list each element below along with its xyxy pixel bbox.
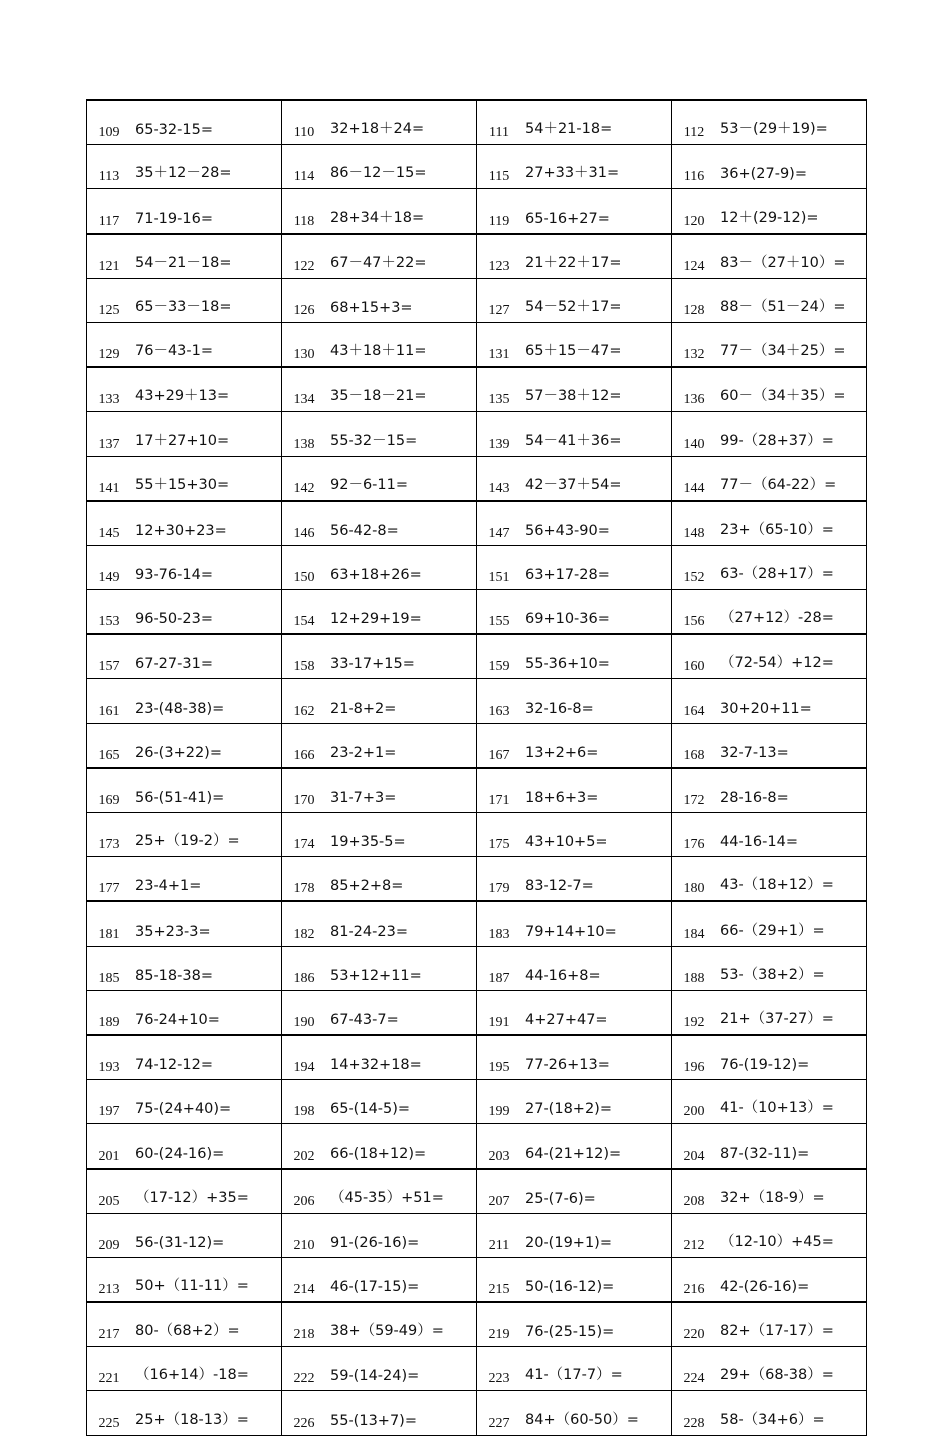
problem-expression: （16+14）-18= <box>131 1347 282 1391</box>
problem-number: 173 <box>87 813 132 857</box>
problem-expression: 68+15+3= <box>326 278 477 322</box>
problem-number: 143 <box>477 456 522 501</box>
problem-number: 175 <box>477 813 522 857</box>
problem-number: 158 <box>282 634 327 679</box>
problem-number: 197 <box>87 1080 132 1124</box>
problem-number: 113 <box>87 145 132 189</box>
problem-row <box>87 501 867 546</box>
problem-number: 119 <box>477 189 522 234</box>
problem-expression: 76-(19-12)= <box>716 1035 867 1080</box>
problem-expression: 55-32－15= <box>326 412 477 456</box>
problem-number: 214 <box>282 1257 327 1302</box>
problem-row <box>87 412 867 456</box>
problem-number: 124 <box>672 234 717 279</box>
problem-number: 184 <box>672 901 717 946</box>
problem-expression: 74-12-12= <box>131 1035 282 1080</box>
problem-expression: 56-(51-41)= <box>131 768 282 813</box>
problem-number: 165 <box>87 723 132 768</box>
problem-expression: 53-（38+2）= <box>716 946 867 990</box>
problem-expression: 12＋(29-12)= <box>716 189 867 234</box>
problem-number: 155 <box>477 590 522 635</box>
problem-number: 112 <box>672 100 717 145</box>
problem-expression: 77-26+13= <box>521 1035 672 1080</box>
problem-expression: （27+12）-28= <box>716 590 867 635</box>
problem-number: 114 <box>282 145 327 189</box>
problem-number: 209 <box>87 1213 132 1257</box>
problem-row <box>87 189 867 234</box>
problem-expression: 85-18-38= <box>131 946 282 990</box>
problem-number: 223 <box>477 1347 522 1391</box>
problem-row <box>87 1169 867 1214</box>
problem-number: 131 <box>477 322 522 367</box>
problem-expression: 69+10-36= <box>521 590 672 635</box>
problem-expression: 23-(48-38)= <box>131 679 282 723</box>
problem-expression: 23-2+1= <box>326 723 477 768</box>
problem-expression: 83－（27＋10）= <box>716 234 867 279</box>
problem-number: 191 <box>477 990 522 1035</box>
problem-expression: 50-(16-12)= <box>521 1257 672 1302</box>
problem-expression: 27+33＋31= <box>521 145 672 189</box>
problem-number: 154 <box>282 590 327 635</box>
problem-expression: 41-（10+13）= <box>716 1080 867 1124</box>
problem-row <box>87 813 867 857</box>
problem-row <box>87 1213 867 1257</box>
problem-number: 192 <box>672 990 717 1035</box>
problem-expression: 57－38＋12= <box>521 367 672 412</box>
problem-number: 189 <box>87 990 132 1035</box>
problem-expression: 19+35-5= <box>326 813 477 857</box>
problem-expression: 76-24+10= <box>131 990 282 1035</box>
problem-number: 220 <box>672 1302 717 1347</box>
problem-expression: 36+(27-9)= <box>716 145 867 189</box>
problem-expression: 50+（11-11）= <box>131 1257 282 1302</box>
problem-expression: 43+10+5= <box>521 813 672 857</box>
problem-number: 160 <box>672 634 717 679</box>
problem-expression: 53－(29＋19)= <box>716 100 867 145</box>
problem-number: 110 <box>282 100 327 145</box>
problem-number: 163 <box>477 679 522 723</box>
problem-expression: 54－52＋17= <box>521 278 672 322</box>
problem-number: 130 <box>282 322 327 367</box>
problem-expression: 64-(21+12)= <box>521 1124 672 1169</box>
problem-row <box>87 1302 867 1347</box>
problem-number: 167 <box>477 723 522 768</box>
problem-expression: 65＋15－47= <box>521 322 672 367</box>
problem-number: 150 <box>282 545 327 589</box>
problem-row <box>87 590 867 635</box>
problem-expression: 42-(26-16)= <box>716 1257 867 1302</box>
problem-expression: 43-（18+12）= <box>716 857 867 902</box>
problem-expression: 60-(24-16)= <box>131 1124 282 1169</box>
problem-row <box>87 278 867 322</box>
problem-number: 118 <box>282 189 327 234</box>
problem-number: 228 <box>672 1391 717 1435</box>
problem-expression: 80-（68+2）= <box>131 1302 282 1347</box>
problem-number: 185 <box>87 946 132 990</box>
problem-number: 218 <box>282 1302 327 1347</box>
problem-number: 134 <box>282 367 327 412</box>
problem-number: 126 <box>282 278 327 322</box>
problem-expression: 46-(17-15)= <box>326 1257 477 1302</box>
problem-expression: 85+2+8= <box>326 857 477 902</box>
problem-expression: 54－41＋36= <box>521 412 672 456</box>
problem-expression: 21-8+2= <box>326 679 477 723</box>
problem-expression: 63-（28+17）= <box>716 545 867 589</box>
problem-expression: 65－33－18= <box>131 278 282 322</box>
problem-number: 194 <box>282 1035 327 1080</box>
problem-number: 221 <box>87 1347 132 1391</box>
problem-expression: 35－18－21= <box>326 367 477 412</box>
problem-expression: 28+34＋18= <box>326 189 477 234</box>
problem-number: 128 <box>672 278 717 322</box>
problem-number: 205 <box>87 1169 132 1214</box>
problem-number: 137 <box>87 412 132 456</box>
problem-row <box>87 946 867 990</box>
problem-number: 193 <box>87 1035 132 1080</box>
problem-expression: 27-(18+2)= <box>521 1080 672 1124</box>
problem-number: 147 <box>477 501 522 546</box>
problem-number: 141 <box>87 456 132 501</box>
problem-number: 164 <box>672 679 717 723</box>
problem-number: 222 <box>282 1347 327 1391</box>
problem-expression: 4+27+47= <box>521 990 672 1035</box>
problem-expression: 32+18＋24= <box>326 100 477 145</box>
problem-number: 174 <box>282 813 327 857</box>
problem-number: 215 <box>477 1257 522 1302</box>
problem-number: 202 <box>282 1124 327 1169</box>
problem-expression: 17＋27+10= <box>131 412 282 456</box>
problem-row <box>87 901 867 946</box>
problem-expression: 29+（68-38）= <box>716 1347 867 1391</box>
problem-number: 166 <box>282 723 327 768</box>
problem-number: 208 <box>672 1169 717 1214</box>
problem-number: 196 <box>672 1035 717 1080</box>
problem-number: 226 <box>282 1391 327 1435</box>
problem-expression: 65-(14-5)= <box>326 1080 477 1124</box>
problem-row <box>87 634 867 679</box>
problem-expression: 54＋21-18= <box>521 100 672 145</box>
problem-number: 121 <box>87 234 132 279</box>
problem-expression: 25+（18-13）= <box>131 1391 282 1435</box>
problem-expression: 23+（65-10）= <box>716 501 867 546</box>
problem-expression: 43＋18＋11= <box>326 322 477 367</box>
problem-number: 211 <box>477 1213 522 1257</box>
problem-number: 169 <box>87 768 132 813</box>
problem-number: 216 <box>672 1257 717 1302</box>
problem-number: 204 <box>672 1124 717 1169</box>
problem-row <box>87 1347 867 1391</box>
problem-number: 168 <box>672 723 717 768</box>
problem-expression: 65-32-15= <box>131 100 282 145</box>
problem-expression: 26-(3+22)= <box>131 723 282 768</box>
problem-expression: 67-27-31= <box>131 634 282 679</box>
problem-number: 159 <box>477 634 522 679</box>
problem-expression: 99-（28+37）= <box>716 412 867 456</box>
problem-row <box>87 723 867 768</box>
problem-expression: 96-50-23= <box>131 590 282 635</box>
problem-number: 227 <box>477 1391 522 1435</box>
problem-row <box>87 367 867 412</box>
problem-expression: 18+6+3= <box>521 768 672 813</box>
problem-expression: 55-(13+7)= <box>326 1391 477 1435</box>
problem-number: 157 <box>87 634 132 679</box>
problem-expression: 60－（34＋35）= <box>716 367 867 412</box>
problem-expression: 76－43-1= <box>131 322 282 367</box>
problem-number: 133 <box>87 367 132 412</box>
problem-row <box>87 990 867 1035</box>
problem-number: 183 <box>477 901 522 946</box>
problem-expression: 23-4+1= <box>131 857 282 902</box>
problem-number: 179 <box>477 857 522 902</box>
problem-number: 198 <box>282 1080 327 1124</box>
problem-expression: 56-42-8= <box>326 501 477 546</box>
problem-row <box>87 234 867 279</box>
problem-number: 151 <box>477 545 522 589</box>
problem-expression: 86－12－15= <box>326 145 477 189</box>
problem-expression: 66-（29+1）= <box>716 901 867 946</box>
problem-expression: 14+32+18= <box>326 1035 477 1080</box>
problem-number: 188 <box>672 946 717 990</box>
problem-number: 210 <box>282 1213 327 1257</box>
worksheet-body <box>87 100 867 1435</box>
problem-number: 120 <box>672 189 717 234</box>
problem-expression: 79+14+10= <box>521 901 672 946</box>
problem-number: 148 <box>672 501 717 546</box>
problem-expression: 82+（17-17）= <box>716 1302 867 1347</box>
problem-expression: 56+43-90= <box>521 501 672 546</box>
problem-expression: 55-36+10= <box>521 634 672 679</box>
problem-row <box>87 100 867 145</box>
problem-number: 129 <box>87 322 132 367</box>
problem-expression: 41-（17-7）= <box>521 1347 672 1391</box>
problem-expression: 13+2+6= <box>521 723 672 768</box>
problem-number: 181 <box>87 901 132 946</box>
problem-row <box>87 145 867 189</box>
problem-number: 217 <box>87 1302 132 1347</box>
problem-expression: 20-(19+1)= <box>521 1213 672 1257</box>
problem-number: 171 <box>477 768 522 813</box>
problem-expression: 92－6-11= <box>326 456 477 501</box>
problem-expression: 63+17-28= <box>521 545 672 589</box>
problem-expression: 56-(31-12)= <box>131 1213 282 1257</box>
problem-expression: 33-17+15= <box>326 634 477 679</box>
problem-number: 132 <box>672 322 717 367</box>
problem-expression: 55＋15+30= <box>131 456 282 501</box>
problem-number: 139 <box>477 412 522 456</box>
problem-expression: 81-24-23= <box>326 901 477 946</box>
problem-expression: 44-16-14= <box>716 813 867 857</box>
problem-number: 172 <box>672 768 717 813</box>
arithmetic-worksheet <box>86 99 867 1436</box>
problem-number: 144 <box>672 456 717 501</box>
problem-expression: 32+（18-9）= <box>716 1169 867 1214</box>
problem-expression: 43+29＋13= <box>131 367 282 412</box>
problem-expression: 77－（64-22）= <box>716 456 867 501</box>
problem-expression: 32-16-8= <box>521 679 672 723</box>
problem-expression: 76-(25-15)= <box>521 1302 672 1347</box>
problem-expression: 25+（19-2）= <box>131 813 282 857</box>
problem-expression: 31-7+3= <box>326 768 477 813</box>
problem-number: 186 <box>282 946 327 990</box>
problem-number: 125 <box>87 278 132 322</box>
problem-expression: 32-7-13= <box>716 723 867 768</box>
problem-row <box>87 768 867 813</box>
problem-expression: 84+（60-50）= <box>521 1391 672 1435</box>
problem-number: 123 <box>477 234 522 279</box>
problem-number: 153 <box>87 590 132 635</box>
problem-number: 142 <box>282 456 327 501</box>
problem-expression: 65-16+27= <box>521 189 672 234</box>
problem-number: 161 <box>87 679 132 723</box>
problem-row <box>87 456 867 501</box>
problem-number: 115 <box>477 145 522 189</box>
problem-expression: 25-(7-6)= <box>521 1169 672 1214</box>
problem-expression: 35+23-3= <box>131 901 282 946</box>
problem-expression: 63+18+26= <box>326 545 477 589</box>
problem-number: 206 <box>282 1169 327 1214</box>
problem-number: 182 <box>282 901 327 946</box>
problem-row <box>87 1257 867 1302</box>
problem-row <box>87 1035 867 1080</box>
problem-number: 162 <box>282 679 327 723</box>
problem-expression: 21＋22＋17= <box>521 234 672 279</box>
problem-row <box>87 1124 867 1169</box>
problem-expression: 66-(18+12)= <box>326 1124 477 1169</box>
problem-expression: （12-10）+45= <box>716 1213 867 1257</box>
problem-number: 136 <box>672 367 717 412</box>
problem-number: 122 <box>282 234 327 279</box>
problem-expression: 54－21－18= <box>131 234 282 279</box>
problem-expression: 21+（37-27）= <box>716 990 867 1035</box>
problem-number: 146 <box>282 501 327 546</box>
problem-row <box>87 322 867 367</box>
problem-number: 225 <box>87 1391 132 1435</box>
problem-number: 195 <box>477 1035 522 1080</box>
problem-expression: 38+（59-49）= <box>326 1302 477 1347</box>
problem-number: 156 <box>672 590 717 635</box>
problem-number: 176 <box>672 813 717 857</box>
problem-expression: 75-(24+40)= <box>131 1080 282 1124</box>
problem-expression: 44-16+8= <box>521 946 672 990</box>
problem-number: 109 <box>87 100 132 145</box>
problem-expression: 67－47＋22= <box>326 234 477 279</box>
problem-number: 152 <box>672 545 717 589</box>
problem-number: 116 <box>672 145 717 189</box>
problem-expression: 93-76-14= <box>131 545 282 589</box>
problem-row <box>87 679 867 723</box>
problem-expression: 88－（51－24）= <box>716 278 867 322</box>
problem-row <box>87 857 867 902</box>
problem-expression: 87-(32-11)= <box>716 1124 867 1169</box>
problem-expression: 58-（34+6）= <box>716 1391 867 1435</box>
problem-number: 177 <box>87 857 132 902</box>
problem-expression: 12+29+19= <box>326 590 477 635</box>
problem-number: 178 <box>282 857 327 902</box>
problem-number: 140 <box>672 412 717 456</box>
problem-expression: 83-12-7= <box>521 857 672 902</box>
problem-expression: （72-54）+12= <box>716 634 867 679</box>
problem-number: 187 <box>477 946 522 990</box>
problem-expression: 71-19-16= <box>131 189 282 234</box>
problem-number: 199 <box>477 1080 522 1124</box>
problem-number: 149 <box>87 545 132 589</box>
problem-expression: 30+20+11= <box>716 679 867 723</box>
problem-number: 127 <box>477 278 522 322</box>
problem-number: 219 <box>477 1302 522 1347</box>
problem-number: 201 <box>87 1124 132 1169</box>
problem-number: 190 <box>282 990 327 1035</box>
problem-expression: 42－37＋54= <box>521 456 672 501</box>
problem-row <box>87 545 867 589</box>
problem-row <box>87 1391 867 1435</box>
problem-number: 111 <box>477 100 522 145</box>
problem-expression: 59-(14-24)= <box>326 1347 477 1391</box>
problem-expression: 67-43-7= <box>326 990 477 1035</box>
problem-number: 212 <box>672 1213 717 1257</box>
problem-number: 135 <box>477 367 522 412</box>
problem-expression: （45-35）+51= <box>326 1169 477 1214</box>
problem-number: 117 <box>87 189 132 234</box>
problem-number: 207 <box>477 1169 522 1214</box>
problem-number: 224 <box>672 1347 717 1391</box>
problem-expression: 77－（34＋25）= <box>716 322 867 367</box>
problem-expression: 28-16-8= <box>716 768 867 813</box>
problem-number: 138 <box>282 412 327 456</box>
problem-number: 203 <box>477 1124 522 1169</box>
problem-expression: 12+30+23= <box>131 501 282 546</box>
problem-number: 170 <box>282 768 327 813</box>
problem-expression: 53+12+11= <box>326 946 477 990</box>
problem-number: 180 <box>672 857 717 902</box>
problem-number: 213 <box>87 1257 132 1302</box>
problem-number: 145 <box>87 501 132 546</box>
problem-row <box>87 1080 867 1124</box>
problem-number: 200 <box>672 1080 717 1124</box>
problem-expression: （17-12）+35= <box>131 1169 282 1214</box>
problem-expression: 35＋12－28= <box>131 145 282 189</box>
problem-expression: 91-(26-16)= <box>326 1213 477 1257</box>
